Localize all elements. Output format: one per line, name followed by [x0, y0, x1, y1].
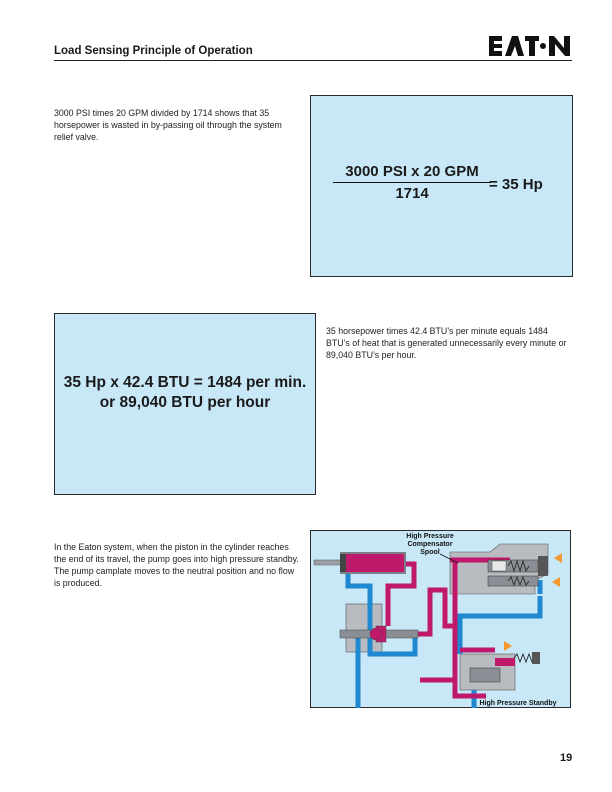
- btu-formula-line1: 35 Hp x 42.4 BTU = 1484 per min.: [63, 374, 307, 391]
- paragraph-horsepower-waste: 3000 PSI times 20 GPM divided by 1714 shows that 35 horsepower is wasted in by-passing oil through the system relief valve.: [54, 108, 282, 142]
- label-standby: High Pressure Standby: [479, 700, 557, 707]
- page-header-title: Load Sensing Principle of Operation: [54, 45, 253, 57]
- fraction-denominator: 1714: [395, 185, 429, 202]
- cylinder-rod: [314, 560, 342, 565]
- servo-piston: [470, 668, 500, 682]
- camplate-stop: [532, 652, 540, 664]
- hydraulic-standby-diagram: [310, 530, 571, 708]
- check-valve: [370, 628, 382, 640]
- header-rule: [54, 60, 572, 61]
- paragraph-standby: In the Eaton system, when the piston in the cylinder reaches the end of its travel, the pump goes into high pressure standby. The pump camplate moves to the neutral position and no flow is produced.: [54, 542, 299, 588]
- eaton-logo: [488, 34, 572, 58]
- cylinder-piston: [340, 554, 346, 572]
- compensator-adjuster: [538, 556, 548, 576]
- formula-box-btu: [54, 313, 316, 495]
- label-compensator-l3: Spool: [420, 549, 440, 556]
- fraction-result: = 35 Hp: [489, 176, 543, 193]
- btu-formula-line2: or 89,040 BTU per hour: [99, 394, 271, 411]
- paragraph-btu-heat: 35 horsepower times 42.4 BTU’s per minute equals 1484 BTU’s of heat that is generated unnecessarily every minute or 89,040 BTU’s per hour.: [326, 326, 567, 360]
- fraction-numerator: 3000 PSI x 20 GPM: [333, 163, 491, 183]
- camplate-control: [495, 658, 515, 666]
- cylinder-pressure-chamber: [342, 554, 404, 572]
- label-compensator-l2: Compensator: [407, 541, 453, 548]
- load-sense-spool: [488, 576, 538, 586]
- formula-box-horsepower: [310, 95, 573, 277]
- page-number: 19: [560, 752, 573, 764]
- horsepower-fraction: [333, 163, 491, 202]
- label-compensator-l1: High Pressure: [406, 533, 454, 540]
